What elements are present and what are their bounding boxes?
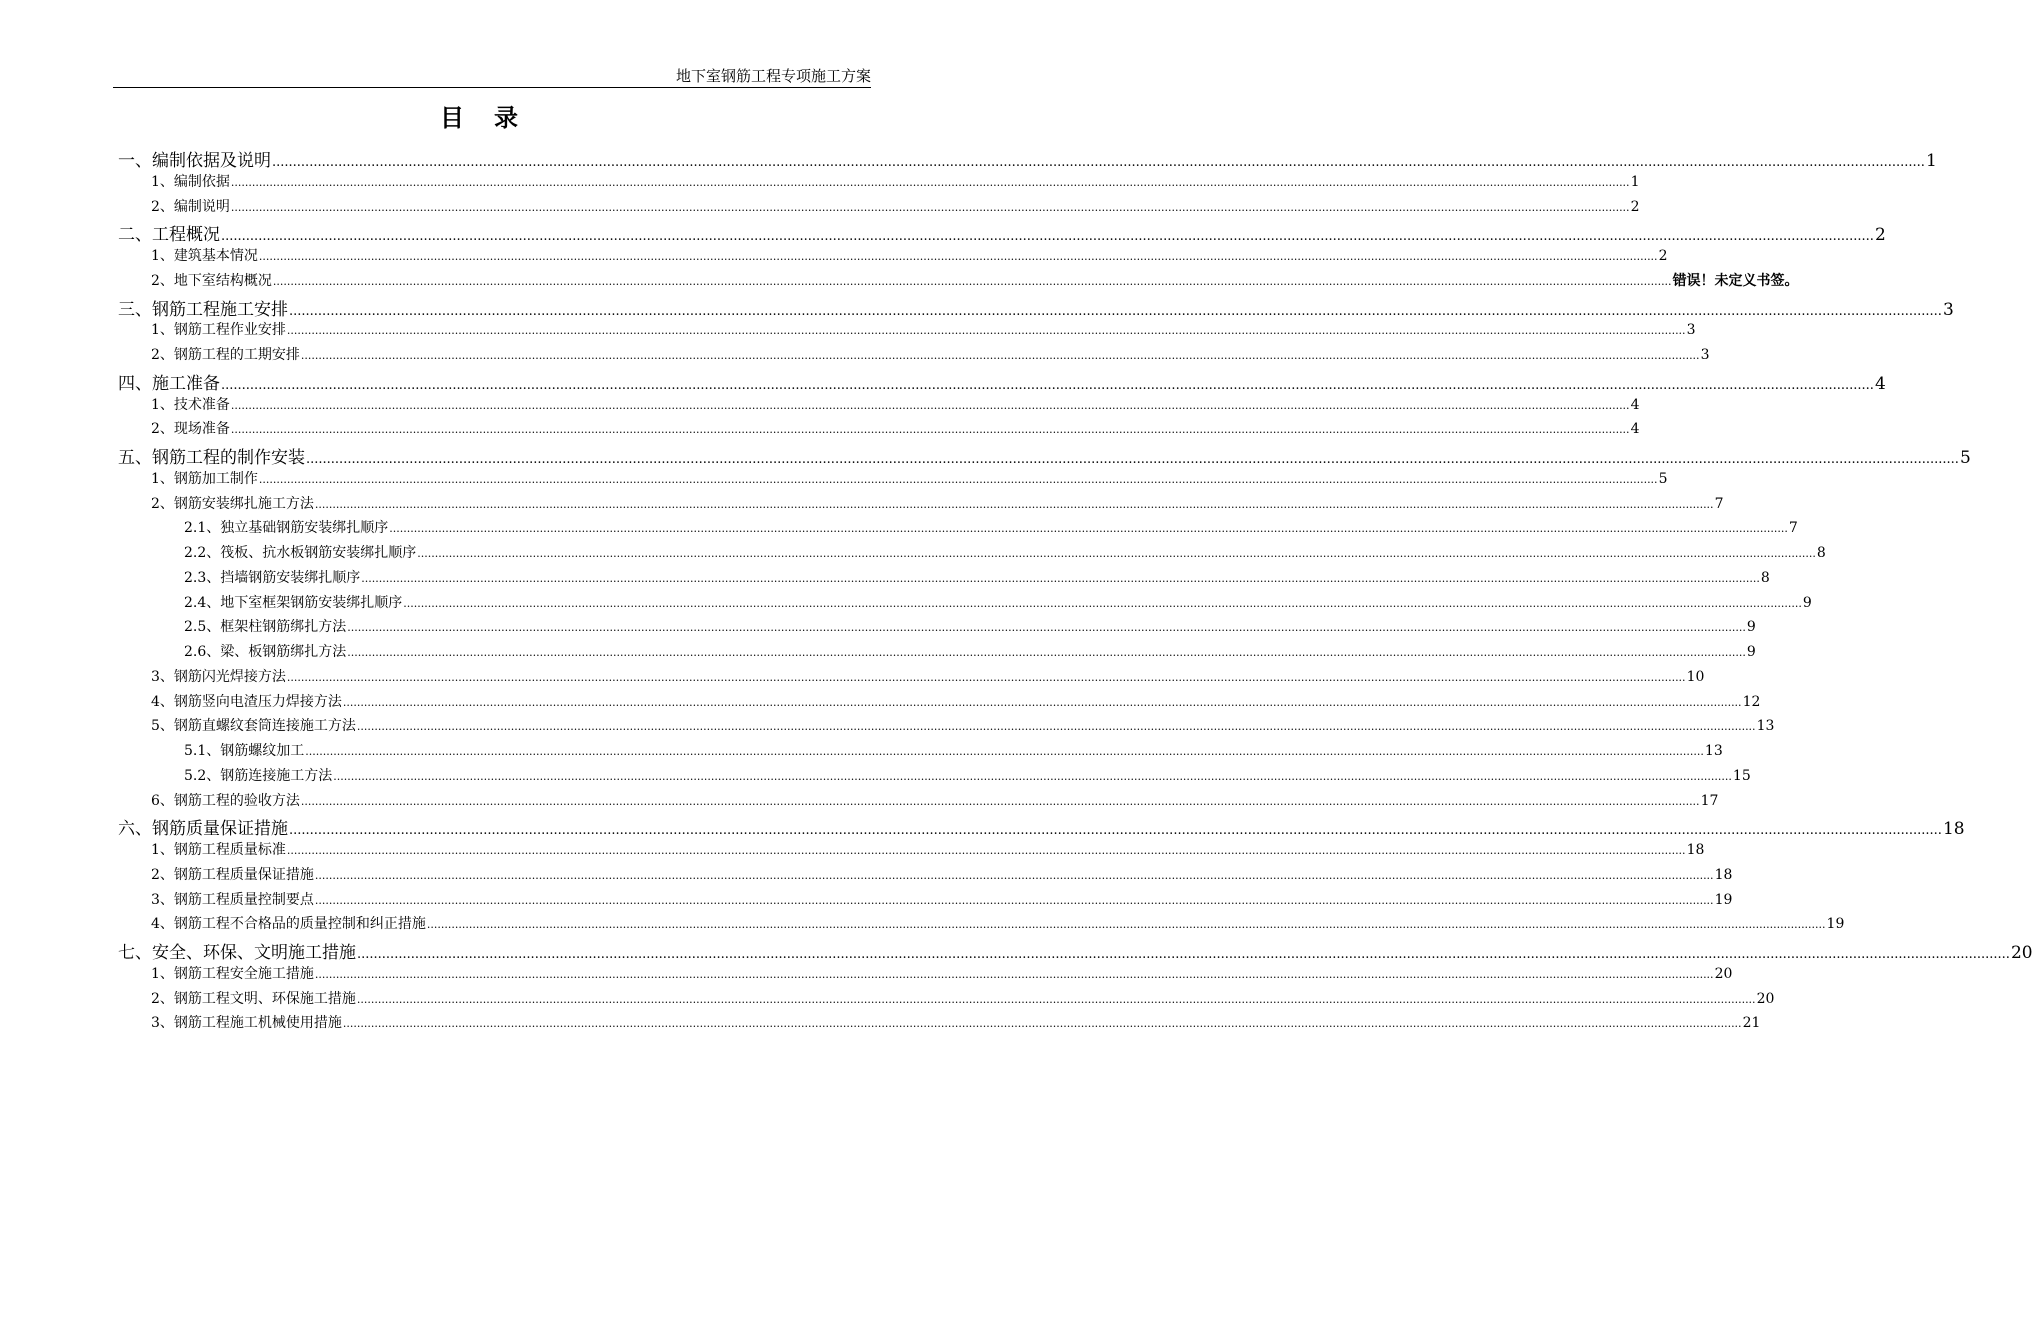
toc-page-number: 8 bbox=[1760, 569, 1770, 586]
toc-entry[interactable] bbox=[118, 394, 1640, 419]
toc-entry-title[interactable]: 三、钢筋工程施工安排 bbox=[118, 299, 288, 320]
dot-leader: ................................................................................................................................................................................................................................................................................................................................................................................................................ bbox=[289, 303, 1942, 319]
header-rule bbox=[113, 87, 871, 88]
dot-leader: ................................................................................................................................................................................................................................................................................................................................................................................................................ bbox=[230, 423, 1630, 437]
toc-page-number: 13 bbox=[1704, 743, 1723, 759]
toc-entry-title[interactable]: 5.1、钢筋螺纹加工 bbox=[184, 743, 305, 759]
toc-entry-title[interactable]: 2.1、独立基础钢筋安装绑扎顺序 bbox=[184, 520, 389, 537]
dot-leader: ................................................................................................................................................................................................................................................................................................................................................................................................................ bbox=[300, 349, 1700, 362]
toc-entry-title[interactable]: 1、钢筋工程安全施工措施 bbox=[151, 965, 314, 982]
toc-page-number: 1 bbox=[1630, 173, 1640, 190]
dot-leader: ................................................................................................................................................................................................................................................................................................................................................................................................................ bbox=[342, 1017, 1742, 1031]
toc-page-number: 19 bbox=[1826, 916, 1845, 933]
toc-entry[interactable] bbox=[118, 369, 1886, 394]
toc-page-number: 18 bbox=[1686, 842, 1705, 858]
dot-leader: ................................................................................................................................................................................................................................................................................................................................................................................................................ bbox=[314, 893, 1714, 907]
toc-entry[interactable] bbox=[118, 864, 1733, 889]
toc-page-number: 10 bbox=[1686, 668, 1705, 685]
toc-page-number: 8 bbox=[1816, 545, 1826, 561]
toc-page-number: 7 bbox=[1714, 495, 1724, 512]
table-of-contents bbox=[118, 146, 2033, 1037]
toc-entry[interactable] bbox=[118, 913, 1845, 938]
dot-leader: ................................................................................................................................................................................................................................................................................................................................................................................................................ bbox=[417, 547, 1816, 560]
toc-page-number: 13 bbox=[1756, 718, 1775, 735]
toc-entry-title[interactable]: 2.6、梁、板钢筋绑扎方法 bbox=[184, 644, 347, 660]
toc-entry-title[interactable]: 2、现场准备 bbox=[151, 421, 230, 438]
toc-page-number: 12 bbox=[1742, 693, 1761, 710]
toc-title: 目录 bbox=[440, 104, 548, 132]
dot-leader: ................................................................................................................................................................................................................................................................................................................................................................................................................ bbox=[289, 823, 1942, 839]
toc-entry-title[interactable]: 3、钢筋闪光焊接方法 bbox=[151, 668, 286, 685]
toc-page-number: 2 bbox=[1658, 248, 1668, 264]
toc-page-number: 9 bbox=[1746, 644, 1756, 660]
toc-entry[interactable] bbox=[118, 889, 1733, 914]
toc-entry-title[interactable]: 四、施工准备 bbox=[118, 373, 220, 394]
toc-page-number: 4 bbox=[1630, 421, 1640, 438]
toc-entry[interactable] bbox=[118, 666, 1705, 691]
toc-entry-title[interactable]: 二、工程概况 bbox=[118, 225, 220, 246]
toc-page-number: 错误！未定义书签。 bbox=[1672, 272, 1799, 289]
toc-page-number: 17 bbox=[1700, 792, 1719, 809]
toc-entry[interactable] bbox=[118, 1012, 1761, 1037]
dot-leader: ................................................................................................................................................................................................................................................................................................................................................................................................................ bbox=[333, 769, 1732, 783]
toc-page-number: 4 bbox=[1630, 396, 1640, 413]
toc-entry-title[interactable]: 2.4、地下室框架钢筋安装绑扎顺序 bbox=[184, 594, 403, 611]
toc-entry[interactable] bbox=[118, 641, 1756, 666]
toc-entry[interactable] bbox=[118, 418, 1640, 443]
toc-entry[interactable] bbox=[118, 616, 1756, 641]
toc-entry[interactable] bbox=[118, 196, 1640, 221]
toc-entry[interactable] bbox=[118, 295, 1954, 320]
toc-entry[interactable] bbox=[118, 740, 1723, 765]
toc-entry[interactable] bbox=[118, 567, 1770, 592]
toc-entry-title[interactable]: 6、钢筋工程的验收方法 bbox=[151, 792, 300, 809]
toc-entry-title[interactable]: 1、钢筋工程质量标准 bbox=[151, 842, 286, 858]
dot-leader: ................................................................................................................................................................................................................................................................................................................................................................................................................ bbox=[305, 745, 1704, 758]
dot-leader: ................................................................................................................................................................................................................................................................................................................................................................................................................ bbox=[357, 947, 2010, 962]
toc-entry[interactable] bbox=[118, 493, 1724, 518]
toc-entry-title[interactable]: 2、编制说明 bbox=[151, 198, 230, 215]
toc-entry[interactable] bbox=[118, 270, 1799, 295]
toc-entry[interactable] bbox=[118, 344, 1710, 369]
toc-page-number: 20 bbox=[1714, 965, 1733, 982]
dot-leader: ................................................................................................................................................................................................................................................................................................................................................................................................................ bbox=[272, 274, 1672, 288]
dot-leader: ................................................................................................................................................................................................................................................................................................................................................................................................................ bbox=[230, 200, 1630, 214]
dot-leader: ................................................................................................................................................................................................................................................................................................................................................................................................................ bbox=[426, 918, 1826, 932]
dot-leader: ................................................................................................................................................................................................................................................................................................................................................................................................................ bbox=[356, 992, 1756, 1006]
toc-entry-title[interactable]: 4、钢筋工程不合格品的质量控制和纠正措施 bbox=[151, 916, 426, 933]
dot-leader: ................................................................................................................................................................................................................................................................................................................................................................................................................ bbox=[286, 324, 1686, 338]
toc-entry[interactable] bbox=[118, 765, 1751, 790]
toc-entry[interactable] bbox=[118, 963, 1733, 988]
toc-page-number: 5 bbox=[1959, 448, 1971, 468]
dot-leader: ................................................................................................................................................................................................................................................................................................................................................................................................................ bbox=[361, 571, 1760, 585]
toc-entry[interactable] bbox=[118, 814, 1965, 840]
dot-leader: ................................................................................................................................................................................................................................................................................................................................................................................................................ bbox=[347, 621, 1746, 635]
toc-entry-title[interactable]: 2、钢筋工程质量保证措施 bbox=[151, 866, 314, 883]
toc-entry-title[interactable]: 七、安全、环保、文明施工措施 bbox=[118, 943, 356, 963]
toc-page-number: 4 bbox=[1874, 373, 1886, 394]
toc-entry-title[interactable]: 2、钢筋工程的工期安排 bbox=[151, 347, 300, 363]
dot-leader: ................................................................................................................................................................................................................................................................................................................................................................................................................ bbox=[389, 522, 1788, 536]
toc-entry-title[interactable]: 一、编制依据及说明 bbox=[118, 151, 271, 171]
dot-leader: ................................................................................................................................................................................................................................................................................................................................................................................................................ bbox=[314, 497, 1714, 511]
toc-page-number: 3 bbox=[1686, 322, 1696, 339]
toc-entry[interactable] bbox=[118, 319, 1696, 344]
dot-leader: ................................................................................................................................................................................................................................................................................................................................................................................................................ bbox=[286, 844, 1686, 857]
toc-entry-title[interactable]: 1、编制依据 bbox=[151, 173, 230, 190]
toc-entry-title[interactable]: 5、钢筋直螺纹套筒连接施工方法 bbox=[151, 718, 356, 735]
toc-entry-title[interactable]: 2、钢筋安装绑扎施工方法 bbox=[151, 495, 314, 512]
toc-page-number: 1 bbox=[1925, 151, 1937, 171]
toc-entry-title[interactable]: 3、钢筋工程施工机械使用措施 bbox=[151, 1015, 342, 1032]
toc-entry-title[interactable]: 2、地下室结构概况 bbox=[151, 272, 272, 289]
toc-entry[interactable] bbox=[118, 171, 1640, 196]
toc-page-number: 21 bbox=[1742, 1015, 1761, 1032]
dot-leader: ................................................................................................................................................................................................................................................................................................................................................................................................................ bbox=[258, 250, 1658, 263]
dot-leader: ................................................................................................................................................................................................................................................................................................................................................................................................................ bbox=[342, 695, 1742, 709]
toc-entry-title[interactable]: 五、钢筋工程的制作安装 bbox=[118, 448, 305, 468]
toc-entry-title[interactable]: 1、钢筋工程作业安排 bbox=[151, 322, 286, 339]
running-header: 地下室钢筋工程专项施工方案 bbox=[675, 67, 871, 85]
toc-entry-title[interactable]: 1、技术准备 bbox=[151, 396, 230, 413]
toc-page-number: 20 bbox=[1756, 990, 1775, 1007]
toc-entry-title[interactable]: 4、钢筋竖向电渣压力焊接方法 bbox=[151, 693, 342, 710]
toc-entry-title[interactable]: 六、钢筋质量保证措施 bbox=[118, 819, 288, 840]
toc-entry[interactable] bbox=[118, 938, 2033, 963]
toc-entry[interactable] bbox=[118, 542, 1826, 567]
toc-page-number: 9 bbox=[1802, 594, 1812, 611]
toc-entry[interactable] bbox=[118, 468, 1668, 493]
dot-leader: ................................................................................................................................................................................................................................................................................................................................................................................................................ bbox=[272, 155, 1925, 170]
toc-entry[interactable] bbox=[118, 715, 1775, 740]
toc-page-number: 3 bbox=[1700, 347, 1710, 363]
toc-entry[interactable] bbox=[118, 443, 1971, 468]
dot-leader: ................................................................................................................................................................................................................................................................................................................................................................................................................ bbox=[347, 646, 1746, 659]
dot-leader: ................................................................................................................................................................................................................................................................................................................................................................................................................ bbox=[221, 229, 1874, 245]
toc-entry-title[interactable]: 2.2、筏板、抗水板钢筋安装绑扎顺序 bbox=[184, 545, 417, 561]
dot-leader: ................................................................................................................................................................................................................................................................................................................................................................................................................ bbox=[221, 377, 1874, 393]
toc-page-number: 15 bbox=[1732, 767, 1751, 784]
toc-page-number: 9 bbox=[1746, 619, 1756, 636]
toc-entry[interactable] bbox=[118, 839, 1705, 864]
dot-leader: ................................................................................................................................................................................................................................................................................................................................................................................................................ bbox=[403, 596, 1802, 610]
toc-entry[interactable] bbox=[118, 691, 1761, 716]
toc-entry[interactable] bbox=[118, 517, 1798, 542]
toc-page-number: 18 bbox=[1714, 866, 1733, 883]
toc-entry[interactable] bbox=[118, 592, 1812, 617]
dot-leader: ................................................................................................................................................................................................................................................................................................................................................................................................................ bbox=[314, 967, 1714, 981]
toc-entry-title[interactable]: 2.5、框架柱钢筋绑扎方法 bbox=[184, 619, 347, 636]
toc-page-number: 2 bbox=[1874, 225, 1886, 246]
toc-page-number: 5 bbox=[1658, 470, 1668, 487]
dot-leader: ................................................................................................................................................................................................................................................................................................................................................................................................................ bbox=[286, 670, 1686, 684]
dot-leader: ................................................................................................................................................................................................................................................................................................................................................................................................................ bbox=[306, 452, 1959, 467]
toc-entry[interactable] bbox=[118, 245, 1668, 270]
toc-entry-title[interactable]: 1、建筑基本情况 bbox=[151, 248, 258, 264]
dot-leader: ................................................................................................................................................................................................................................................................................................................................................................................................................ bbox=[258, 472, 1658, 486]
dot-leader: ................................................................................................................................................................................................................................................................................................................................................................................................................ bbox=[230, 398, 1630, 412]
toc-entry-title[interactable]: 3、钢筋工程质量控制要点 bbox=[151, 891, 314, 908]
toc-entry-title[interactable]: 2.3、挡墙钢筋安装绑扎顺序 bbox=[184, 569, 361, 586]
dot-leader: ................................................................................................................................................................................................................................................................................................................................................................................................................ bbox=[356, 720, 1756, 734]
toc-page-number: 2 bbox=[1630, 198, 1640, 215]
dot-leader: ................................................................................................................................................................................................................................................................................................................................................................................................................ bbox=[300, 794, 1700, 808]
toc-entry[interactable] bbox=[118, 790, 1719, 815]
toc-entry-title[interactable]: 5.2、钢筋连接施工方法 bbox=[184, 767, 333, 784]
toc-entry[interactable] bbox=[118, 988, 1775, 1013]
toc-page-number: 3 bbox=[1942, 299, 1954, 320]
dot-leader: ................................................................................................................................................................................................................................................................................................................................................................................................................ bbox=[314, 868, 1714, 882]
toc-page-number: 7 bbox=[1788, 520, 1798, 537]
dot-leader: ................................................................................................................................................................................................................................................................................................................................................................................................................ bbox=[230, 175, 1630, 189]
toc-entry-title[interactable]: 2、钢筋工程文明、环保施工措施 bbox=[151, 990, 356, 1007]
toc-page-number: 19 bbox=[1714, 891, 1733, 908]
toc-entry-title[interactable]: 1、钢筋加工制作 bbox=[151, 470, 258, 487]
toc-page-number: 20 bbox=[2010, 943, 2033, 963]
toc-entry[interactable] bbox=[118, 220, 1886, 246]
toc-entry[interactable] bbox=[118, 146, 1937, 171]
toc-page-number: 18 bbox=[1942, 819, 1965, 840]
